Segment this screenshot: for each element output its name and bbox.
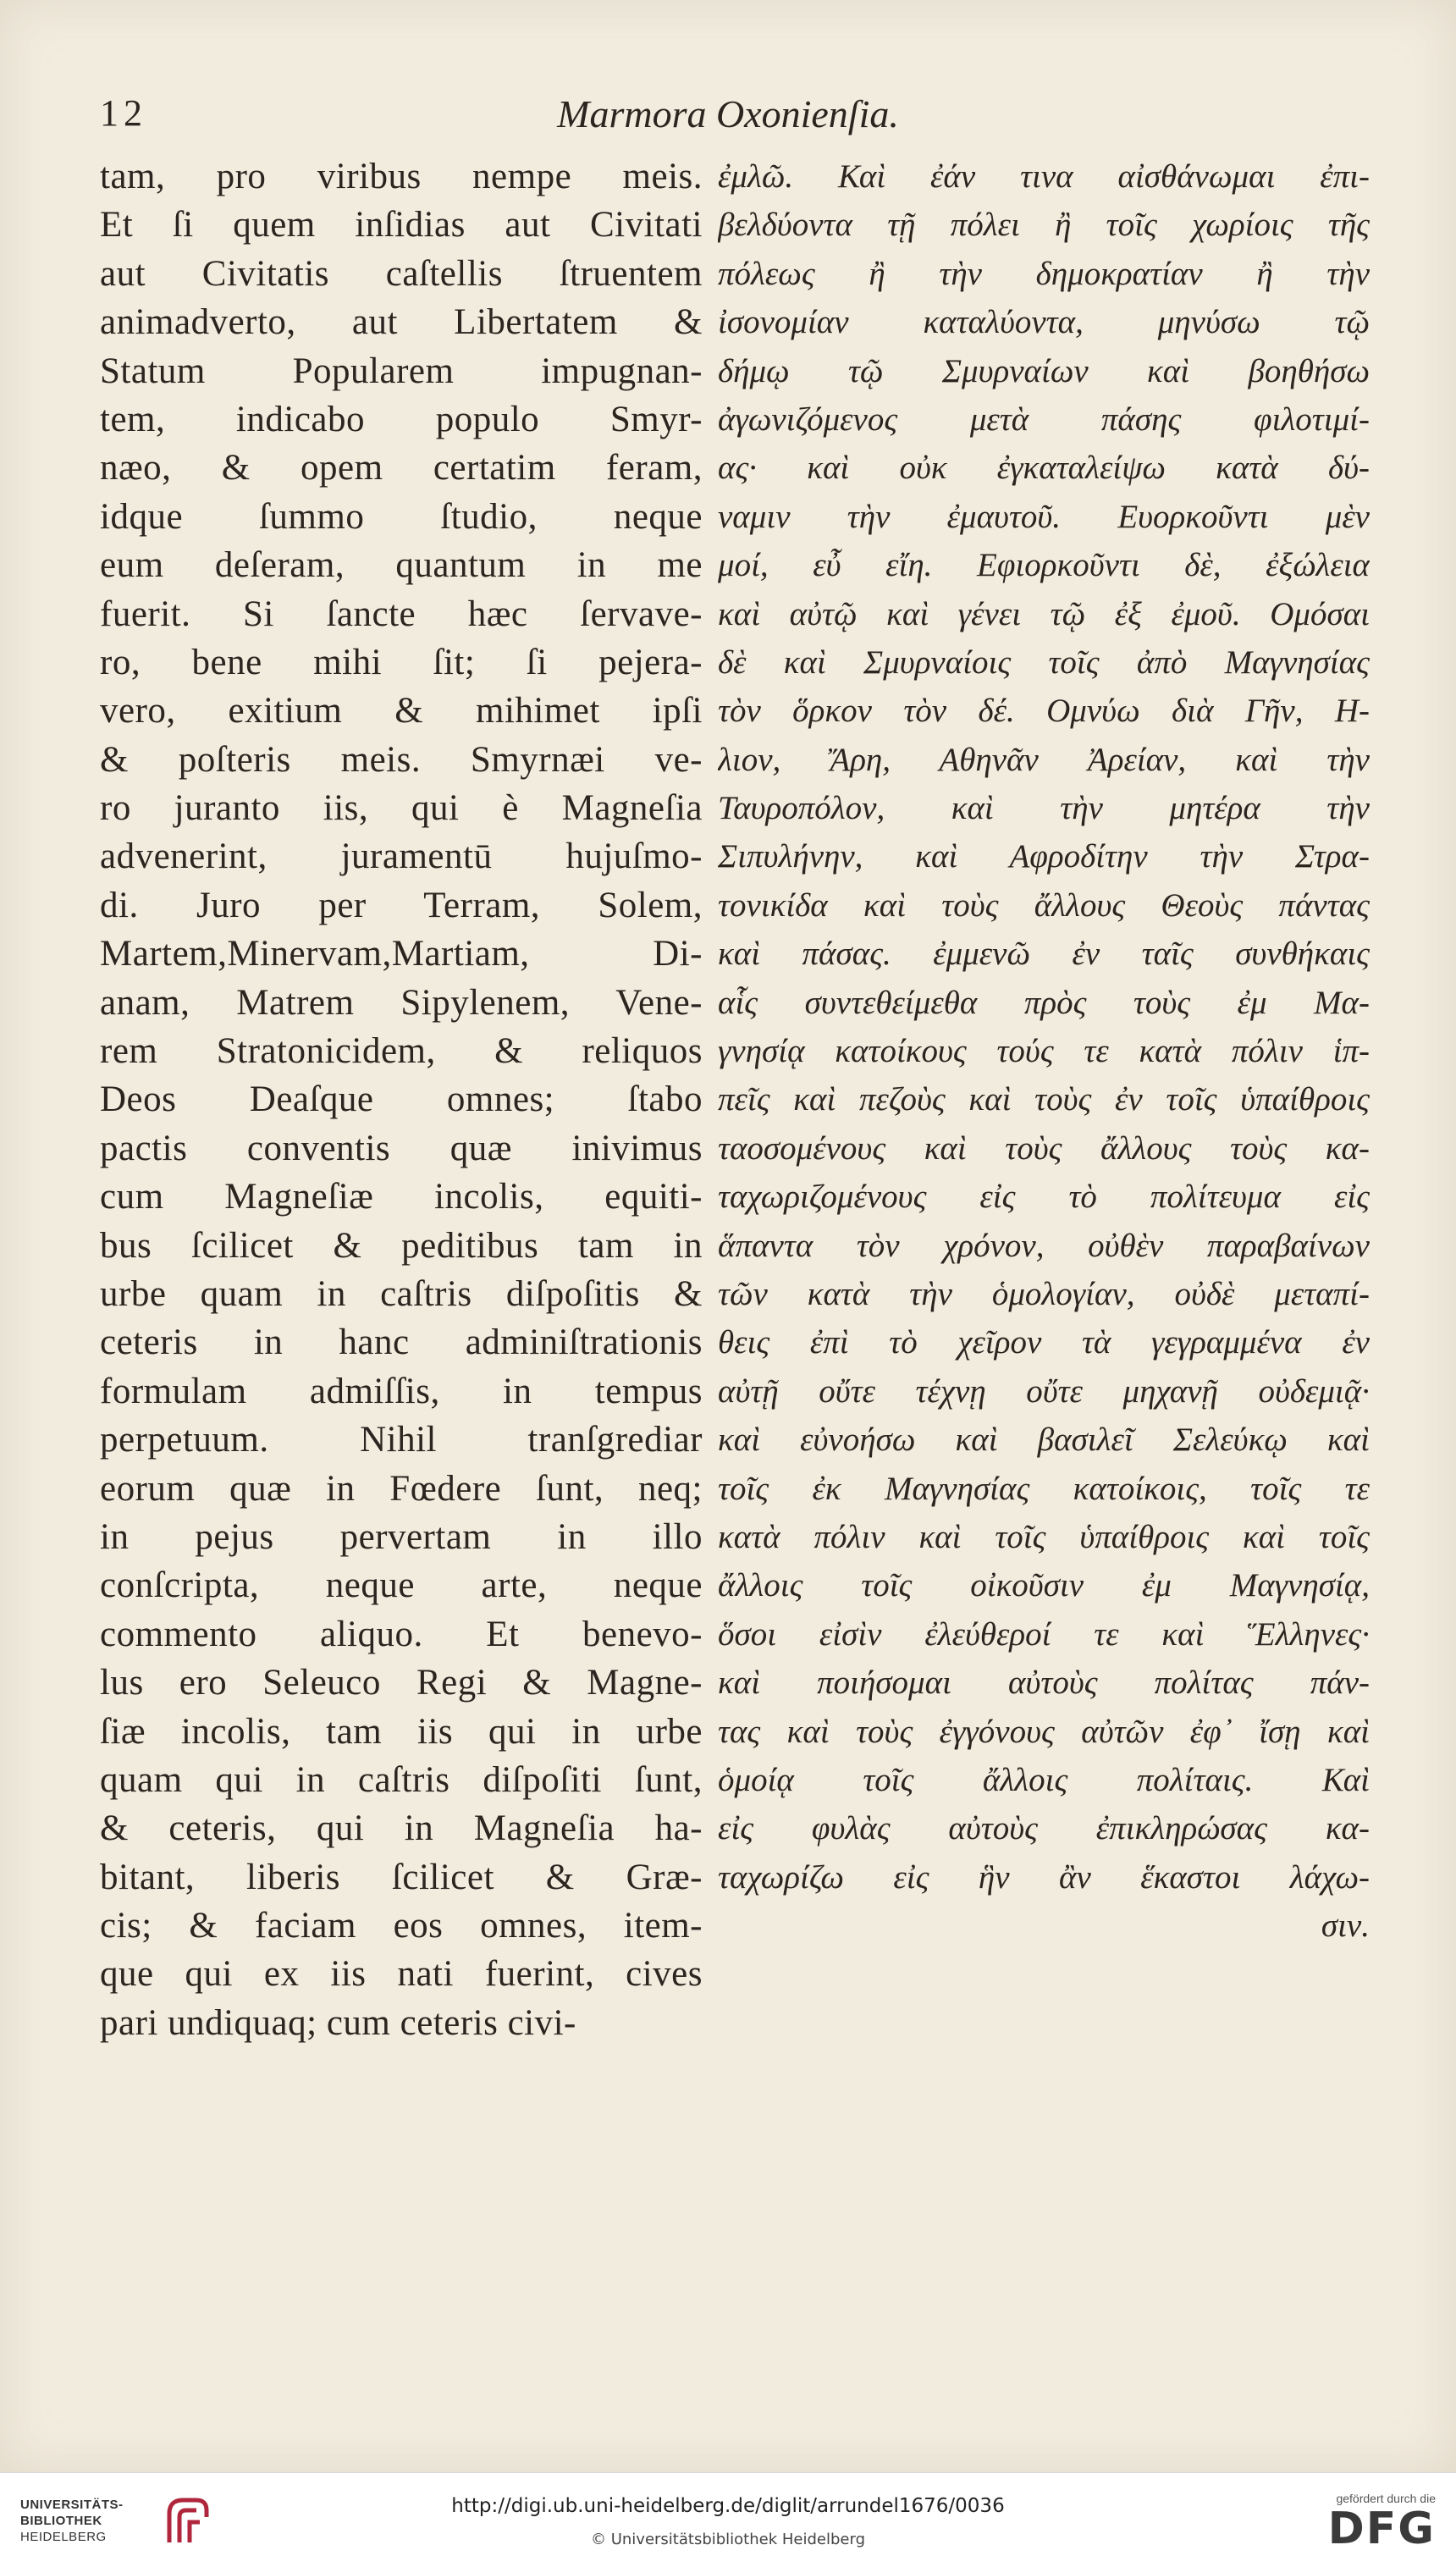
latin-text-line: formulam admiſſis, in tempus [100, 1371, 703, 1411]
latin-text-line: cum Magneſiæ incolis, equiti- [100, 1177, 703, 1217]
latin-text-line: Deos Deaſque omnes; ſtabo [100, 1079, 703, 1120]
viewer-footer [0, 2472, 1456, 2567]
latin-text-line: fuerit. Si ſancte hæc ſervave- [100, 593, 703, 634]
latin-text-line: bus ſcilicet & peditibus tam in [100, 1225, 703, 1266]
greek-text-line: καὶ ποιήσομαι αὐτοὺς πολίτας πάν- [718, 1664, 1370, 1702]
greek-text-line: καὶ αὐτῷ καὶ γένει τῷ ἐξ ἐμοῦ. Ομόσαι [718, 595, 1370, 632]
greek-text-line: μοί, εὖ εἴη. Εφιορκοῦντι δὲ, ἐξώλεια [718, 547, 1370, 584]
latin-text-line: idque ſummo ſtudio, neque [100, 496, 703, 537]
greek-text-line: σιν. [1321, 1907, 1370, 1945]
latin-text-line: commento aliquo. Et benevo- [100, 1614, 703, 1654]
latin-text-line: que qui ex iis nati fuerint, cives [100, 1954, 703, 1995]
greek-text-line: Σιπυλήνην, καὶ Αφροδίτην τὴν Στρα- [718, 838, 1370, 875]
latin-text-line: advenerint, juramentū hujuſmo- [100, 836, 703, 877]
greek-text-line: κατὰ πόλιν καὶ τοῖς ὑπαίθροις καὶ τοῖς [718, 1518, 1370, 1555]
greek-text-line: γνησίᾳ κατοίκους τούς τε κατὰ πόλιν ἱπ- [718, 1033, 1370, 1070]
latin-text-line: ſiæ incolis, tam iis qui in urbe [100, 1711, 703, 1752]
dfg-logo[interactable] [1283, 2492, 1436, 2559]
latin-text-line: vero, exitium & mihimet ipſi [100, 691, 703, 731]
copyright-notice: © Universitätsbibliothek Heidelberg [590, 2531, 865, 2548]
greek-text-line: ταχωριζομένους εἰς τὸ πολίτευμα εἰς [718, 1179, 1370, 1216]
greek-text-line: ἐμλῶ. Καὶ ἐάν τινα αἰσθάνωμαι ἐπι- [718, 158, 1370, 195]
latin-text-line: pari undiquaq; cum ceteris civi- [100, 2002, 576, 2043]
running-title: Marmora Oxonienſia. [557, 92, 899, 135]
latin-text-line: & poſteris meis. Smyrnæi ve- [100, 739, 703, 780]
greek-text-line: ὁμοίᾳ τοῖς ἄλλοις πολίταις. Καὶ [718, 1761, 1370, 1798]
greek-text-line: ας· καὶ οὐκ ἐγκαταλείψω κατὰ δύ- [718, 450, 1370, 487]
greek-text-line: καὶ εὐνοήσω καὶ βασιλεῖ Σελεύκῳ καὶ [718, 1422, 1370, 1459]
greek-text-line: τας καὶ τοὺς ἐγγόνους αὐτῶν ἐφ᾽ ἴσῃ καὶ [718, 1713, 1370, 1750]
greek-text-line: τονικίδα καὶ τοὺς ἄλλους Θεοὺς πάντας [718, 886, 1370, 924]
greek-text-line: δήμῳ τῷ Σμυρναίων καὶ βοηθήσω [718, 352, 1370, 389]
latin-text-line: eorum quæ in Fœdere ſunt, neq; [100, 1468, 703, 1509]
institution-line-2: BIBLIOTHEK [20, 2514, 102, 2528]
page-number: 12 [100, 92, 147, 134]
latin-text-line: Martem,Minervam,Martiam, Di- [100, 934, 703, 974]
greek-text-line: ἄλλοις τοῖς οἰκοῦσιν ἐμ Μαγνησίᾳ, [718, 1567, 1370, 1604]
latin-text-line: lus ero Seleuco Regi & Magne- [100, 1663, 703, 1703]
greek-text-line: τὸν ὅρκον τὸν δέ. Ομνύω διὰ Γῆν, Η- [718, 693, 1370, 730]
latin-text-line: tem, indicabo populo Smyr- [100, 399, 703, 439]
institution-line-1: UNIVERSITÄTS- [20, 2498, 124, 2512]
greek-text-line: ταοσομένους καὶ τοὺς ἄλλους τοὺς κα- [718, 1129, 1370, 1167]
latin-text-line: urbe quam in caſtris diſpoſitis & [100, 1273, 703, 1314]
greek-text-line: καὶ πάσας. ἐμμενῶ ἐν ταῖς συνθήκαις [718, 936, 1370, 973]
latin-text-line: cis; & faciam eos omnes, item- [100, 1906, 703, 1946]
greek-text-line: αὐτῇ οὔτε τέχνῃ οὔτε μηχανῇ οὐδεμιᾷ· [718, 1372, 1370, 1410]
funder-note: gefördert durch die [1336, 2492, 1436, 2505]
latin-text-line: pactis conventis quæ inivimus [100, 1128, 703, 1168]
latin-text-line: ro juranto iis, qui è Magneſia [100, 788, 703, 829]
latin-text-line: in pejus pervertam in illo [100, 1516, 703, 1557]
latin-text-line: conſcripta, neque arte, neque [100, 1565, 703, 1606]
greek-text-line: λιον, Ἄρη, Αθηνᾶν Ἀρείαν, καὶ τὴν [718, 741, 1370, 778]
institution-line-3: HEIDELBERG [20, 2530, 107, 2544]
latin-text-line: anam, Matrem Sipylenem, Vene- [100, 982, 703, 1023]
greek-text-line: πεῖς καὶ πεζοὺς καὶ τοὺς ἐν τοῖς ὑπαίθροις [718, 1081, 1370, 1118]
latin-text-line: Et ſi quem inſidias aut Civitati [100, 205, 703, 246]
latin-text-line: ceteris in hanc adminiſtrationis [100, 1322, 703, 1363]
permalink-url[interactable]: http://digi.ub.uni-heidelberg.de/diglit/arrundel1676/0036 [451, 2495, 1005, 2517]
greek-text-line: βελδύοντα τῇ πόλει ἢ τοῖς χωρίοις τῆς [718, 207, 1370, 244]
greek-text-line: Ταυροπόλον, καὶ τὴν μητέρα τὴν [718, 790, 1370, 827]
latin-text-line: næo, & opem certatim feram, [100, 448, 703, 489]
greek-text-line: εἰς φυλὰς αὐτοὺς ἐπικληρώσας κα- [718, 1810, 1370, 1847]
greek-text-line: θεις ἐπὶ τὸ χεῖρον τὰ γεγραμμένα ἐν [718, 1324, 1370, 1361]
latin-text-line: & ceteris, qui in Magneſia ha- [100, 1808, 703, 1849]
latin-text-line: Statum Popularem impugnan- [100, 351, 703, 391]
latin-text-line: perpetuum. Nihil tranſgrediar [100, 1420, 703, 1460]
latin-text-line: eum deſeram, quantum in me [100, 545, 703, 586]
latin-text-line: tam, pro viribus nempe meis. [100, 157, 703, 196]
latin-text-line: bitant, liberis ſcilicet & Græ- [100, 1857, 703, 1897]
greek-text-line: τῶν κατὰ τὴν ὁμολογίαν, οὐδὲ μεταπί- [718, 1275, 1370, 1312]
latin-text-line: ro, bene mihi ſit; ſi pejera- [100, 642, 703, 682]
greek-text-line: δὲ καὶ Σμυρναίοις τοῖς ἀπὸ Μαγνησίας [718, 643, 1370, 681]
greek-text-line: ναμιν τὴν ἐμαυτοῦ. Ευορκοῦντι μὲν [718, 498, 1370, 535]
latin-text-line: quam qui in caſtris diſpoſiti ſunt, [100, 1759, 703, 1800]
latin-text-line: aut Civitatis caſtellis ſtruentem [100, 253, 703, 294]
latin-text-line: animadverto, aut Libertatem & [100, 302, 703, 343]
greek-text-line: ἀγωνιζόμενος μετὰ πάσης φιλοτιμί- [718, 400, 1370, 438]
greek-text-line: τοῖς ἐκ Μαγνησίας κατοίκοις, τοῖς τε [718, 1470, 1370, 1507]
greek-text-line: ταχωρίζω εἰς ἣν ἂν ἕκαστοι λάχω- [718, 1858, 1370, 1896]
greek-text-line: ὅσοι εἰσὶν ἐλεύθεροί τε καὶ Ἕλληνες· [718, 1615, 1370, 1653]
running-head [0, 91, 1456, 142]
greek-column [718, 152, 1370, 2388]
latin-text-line: rem Stratonicidem, & reliquos [100, 1031, 703, 1072]
greek-text-line: ἰσονομίαν καταλύοντα, μηνύσω τῷ [718, 304, 1370, 341]
greek-text-line: ἅπαντα τὸν χρόνον, οὐθὲν παραβαίνων [718, 1227, 1370, 1264]
dfg-wordmark: DFG [1327, 2504, 1436, 2554]
greek-text-line: πόλεως ἢ τὴν δημοκρατίαν ἢ τὴν [718, 255, 1370, 292]
latin-text-line: di. Juro per Terram, Solem, [100, 885, 703, 925]
greek-text-line: αἷς συντεθείμεθα πρὸς τοὺς ἐμ Μα- [718, 984, 1370, 1021]
latin-column [100, 152, 703, 2388]
